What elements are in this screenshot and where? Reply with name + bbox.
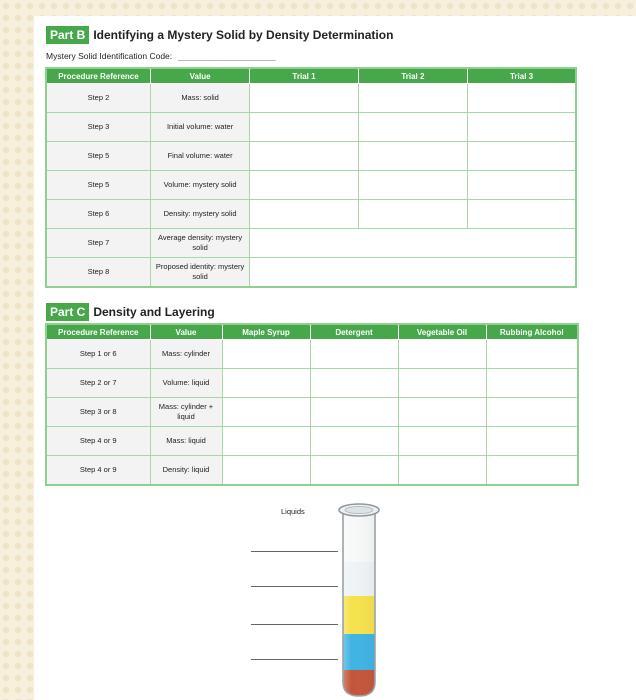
table-row: [46, 229, 576, 258]
rubbing-alcohol-entry-cell[interactable]: [486, 456, 578, 486]
layer-answer-line-4[interactable]: [251, 659, 338, 660]
rubbing-alcohol-entry-cell[interactable]: [486, 427, 578, 456]
column-header: Value: [150, 324, 222, 340]
procedure-reference-cell: Step 3: [46, 113, 150, 142]
layer-answer-line-3[interactable]: [251, 624, 338, 625]
table-row: [46, 142, 576, 171]
vegetable-oil-entry-cell[interactable]: [398, 427, 486, 456]
table-row: [46, 258, 576, 288]
trial-3-entry-cell[interactable]: [468, 84, 576, 113]
maple-syrup-entry-cell[interactable]: [222, 456, 310, 486]
maple-syrup-entry-cell[interactable]: [222, 369, 310, 398]
value-label-cell: Density: mystery solid: [150, 200, 249, 229]
procedure-reference-cell: Step 3 or 8: [46, 398, 150, 427]
vegetable-oil-entry-cell[interactable]: [398, 340, 486, 369]
maple-syrup-entry-cell[interactable]: [222, 427, 310, 456]
liquids-label: Liquids: [281, 507, 305, 516]
layer-answer-line-2[interactable]: [251, 586, 338, 587]
trial-1-entry-cell[interactable]: [250, 171, 358, 200]
column-header: Trial 2: [358, 68, 467, 84]
trial-1-entry-cell[interactable]: [250, 84, 358, 113]
value-label-cell: Volume: liquid: [150, 369, 222, 398]
detergent-entry-cell[interactable]: [310, 340, 398, 369]
table-row: [46, 340, 578, 369]
part-c-heading: [46, 303, 215, 321]
procedure-reference-cell: Step 1 or 6: [46, 340, 150, 369]
detergent-entry-cell[interactable]: [310, 427, 398, 456]
rubbing-alcohol-entry-cell[interactable]: [486, 340, 578, 369]
value-label-cell: Initial volume: water: [150, 113, 249, 142]
vegetable-oil-entry-cell[interactable]: [398, 456, 486, 486]
trial-3-entry-cell[interactable]: [468, 200, 576, 229]
trial-3-entry-cell[interactable]: [468, 142, 576, 171]
vegetable-oil-entry-cell[interactable]: [398, 398, 486, 427]
trial-1-entry-cell[interactable]: [250, 142, 358, 171]
column-header: Detergent: [310, 324, 398, 340]
merged-entry-cell[interactable]: [250, 229, 576, 258]
procedure-reference-cell: Step 8: [46, 258, 150, 288]
trial-1-entry-cell[interactable]: [250, 113, 358, 142]
value-label-cell: Mass: solid: [150, 84, 249, 113]
trial-2-entry-cell[interactable]: [358, 84, 467, 113]
part-c-title: Density and Layering: [93, 305, 215, 319]
table-row: [46, 427, 578, 456]
value-label-cell: Final volume: water: [150, 142, 249, 171]
procedure-reference-cell: Step 7: [46, 229, 150, 258]
procedure-reference-cell: Step 5: [46, 142, 150, 171]
column-header: Maple Syrup: [222, 324, 310, 340]
column-header: Trial 3: [468, 68, 576, 84]
rubbing-alcohol-entry-cell[interactable]: [486, 398, 578, 427]
table-row: [46, 456, 578, 486]
procedure-reference-cell: Step 4 or 9: [46, 456, 150, 486]
vegetable-oil-entry-cell[interactable]: [398, 369, 486, 398]
procedure-reference-cell: Step 6: [46, 200, 150, 229]
detergent-entry-cell[interactable]: [310, 369, 398, 398]
table-header-row: [46, 68, 576, 84]
table-row: [46, 171, 576, 200]
trial-2-entry-cell[interactable]: [358, 171, 467, 200]
trial-2-entry-cell[interactable]: [358, 200, 467, 229]
value-label-cell: Mass: liquid: [150, 427, 222, 456]
value-label-cell: Density: liquid: [150, 456, 222, 486]
identification-code-field: [46, 51, 276, 61]
value-label-cell: Mass: cylinder + liquid: [150, 398, 222, 427]
table-row: [46, 113, 576, 142]
part-b-title: Identifying a Mystery Solid by Density Determination: [93, 28, 394, 42]
part-b-heading: [46, 26, 393, 44]
column-header: Vegetable Oil: [398, 324, 486, 340]
table-row: [46, 369, 578, 398]
glass-shading: [334, 514, 384, 700]
value-label-cell: Volume: mystery solid: [150, 171, 249, 200]
trial-3-entry-cell[interactable]: [468, 171, 576, 200]
trial-2-entry-cell[interactable]: [358, 142, 467, 171]
merged-entry-cell[interactable]: [250, 258, 576, 288]
column-header: Trial 1: [250, 68, 358, 84]
liquid-layers: [334, 514, 384, 700]
procedure-reference-cell: Step 2: [46, 84, 150, 113]
procedure-reference-cell: Step 4 or 9: [46, 427, 150, 456]
trial-3-entry-cell[interactable]: [468, 113, 576, 142]
test-tube-diagram: [334, 500, 384, 700]
column-header: Procedure Reference: [46, 324, 150, 340]
column-header: Value: [150, 68, 249, 84]
part-c-table: [45, 323, 579, 486]
part-b-tag: Part B: [46, 26, 89, 44]
column-header: Rubbing Alcohol: [486, 324, 578, 340]
procedure-reference-cell: Step 5: [46, 171, 150, 200]
tube-opening: [345, 507, 373, 514]
value-label-cell: Proposed identity: mystery solid: [150, 258, 249, 288]
part-b-table: [45, 67, 577, 288]
identification-code-input-line[interactable]: [178, 51, 276, 61]
maple-syrup-entry-cell[interactable]: [222, 398, 310, 427]
detergent-entry-cell[interactable]: [310, 398, 398, 427]
trial-2-entry-cell[interactable]: [358, 113, 467, 142]
column-header: Procedure Reference: [46, 68, 150, 84]
table-row: [46, 398, 578, 427]
table-header-row: [46, 324, 578, 340]
value-label-cell: Average density: mystery solid: [150, 229, 249, 258]
layer-answer-line-1[interactable]: [251, 551, 338, 552]
worksheet-page: [34, 16, 636, 700]
detergent-entry-cell[interactable]: [310, 456, 398, 486]
value-label-cell: Mass: cylinder: [150, 340, 222, 369]
identification-code-label: Mystery Solid Identification Code:: [46, 51, 173, 61]
table-row: [46, 84, 576, 113]
table-row: [46, 200, 576, 229]
trial-1-entry-cell[interactable]: [250, 200, 358, 229]
rubbing-alcohol-entry-cell[interactable]: [486, 369, 578, 398]
part-c-tag: Part C: [46, 303, 89, 321]
procedure-reference-cell: Step 2 or 7: [46, 369, 150, 398]
maple-syrup-entry-cell[interactable]: [222, 340, 310, 369]
